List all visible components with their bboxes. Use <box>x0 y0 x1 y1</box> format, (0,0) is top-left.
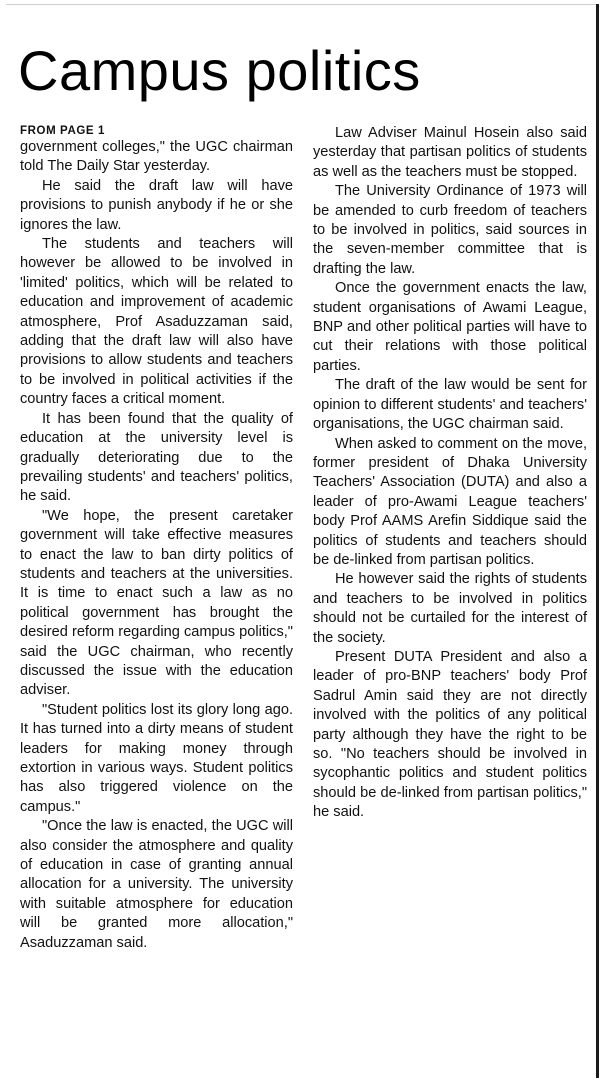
paragraph: Law Adviser Mainul Hosein also said yesterday that partisan politics of students as well as the teachers must be stopped. <box>313 125 587 180</box>
paragraph: It has been found that the quality of education at the university level is gradually deteriorating due to the prevailing students' and teachers' politics, he said. <box>20 410 293 505</box>
paragraph: Once the government enacts the law, student organisations of Awami League, BNP and other political parties will have to cut their relations with those political parties. <box>313 280 587 374</box>
paragraph: He however said the rights of students and teachers to be involved in politics should not be curtailed for the interest of the society. <box>313 571 587 646</box>
page-edge-shadow <box>596 4 599 1078</box>
paragraph: "Student politics lost its glory long ago. It has turned into a dirty means of student leaders for making money through extortion in various ways. Student politics has also triggered violence on the campus." <box>20 701 293 815</box>
headline: Campus politics <box>18 39 421 102</box>
paragraph: He said the draft law will have provisions to punish anybody if he or she ignores the law. <box>20 177 293 233</box>
paragraph: The University Ordinance of 1973 will be amended to curb freedom of teachers to be involved in politics, said sources in the seven-member committee that is drafting the law. <box>313 183 587 277</box>
right-column <box>313 124 587 823</box>
top-rule <box>6 4 599 5</box>
paragraph: The students and teachers will however be allowed to be involved in 'limited' politics, which will be related to education and improvement of academic atmosphere, Prof Asaduzzaman said, adding that the draft law will also have provisions to allow students and teachers to be involved in political activities if the country faces a critical moment. <box>20 236 293 408</box>
kicker: FROM PAGE 1 <box>20 125 105 137</box>
paragraph: Present DUTA President and also a leader of pro-BNP teachers' body Prof Sadrul Amin said they are not directly involved with the politics of any political party although they have the right to be so. "No teachers should be involved in sycophantic politics and student politics should be de-linked from partisan politics," he said. <box>313 648 587 821</box>
left-column <box>20 124 293 953</box>
paragraph: "Once the law is enacted, the UGC will also consider the atmosphere and quality of education in case of granting annual allocation for a university. The university with suitable atmosphere for education will be granted more allocation," Asaduzzaman said. <box>20 818 293 951</box>
paragraph: When asked to comment on the move, former president of Dhaka University Teachers' Association (DUTA) and also a leader of pro-Awami League teachers' body Prof AAMS Arefin Siddique said the politics of students and teachers should be de-linked from partisan politics. <box>313 435 587 568</box>
paragraph: "We hope, the present caretaker government will take effective measures to enact the law to ban dirty politics of students and teachers at the universities. It is time to enact such a law as no political government has brought the desired reform regarding campus politics," said the UGC chairman, who recently discussed the issue with the education adviser. <box>20 507 293 699</box>
paragraph: The draft of the law would be sent for opinion to different students' and teachers' organisations, the UGC chairman said. <box>313 377 587 433</box>
paragraph: government colleges," the UGC chairman told The Daily Star yesterday. <box>20 139 293 175</box>
